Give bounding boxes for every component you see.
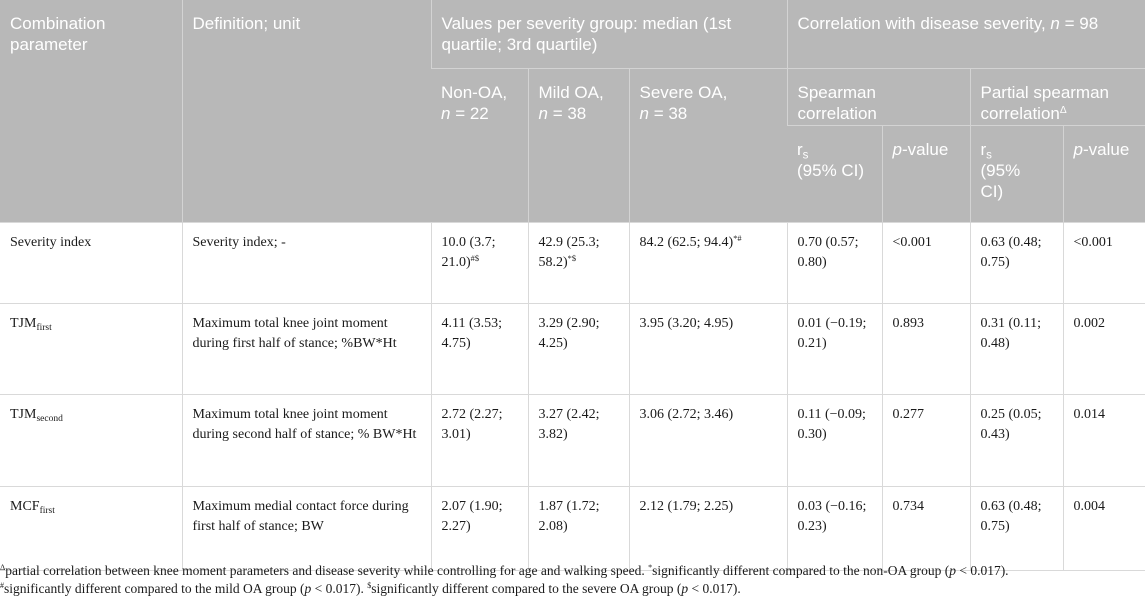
cell-mild-oa: 1.87 (1.72; 2.08) (528, 487, 629, 571)
table-row (0, 395, 1145, 487)
cell-spearman-rs: 0.03 (−0.16; 0.23) (787, 487, 882, 571)
cell-definition: Maximum total knee joint moment during first half of stance; %BW*Ht (182, 304, 431, 395)
header-correlation-with-severity: Correlation with disease severity, n = 98 (787, 0, 1145, 69)
cell-non-oa: 2.07 (1.90; 2.27) (431, 487, 528, 571)
cell-parameter: $TJM_{first}$ (0, 304, 182, 395)
table-header (0, 0, 1145, 223)
cell-partial-rs: 0.63 (0.48; 0.75) (970, 487, 1063, 571)
footnote-line-2: #significantly different compared to the mild OA group (p < 0.017). $significantly different compared to the severe OA group (p < 0.017). (0, 581, 741, 596)
cell-non-oa: 2.72 (2.27; 3.01) (431, 395, 528, 487)
cell-partial-p: 0.002 (1063, 304, 1145, 395)
cell-parameter: Severity index (0, 223, 182, 304)
cell-severe-oa: 84.2 (62.5; 94.4)*# (629, 223, 787, 304)
cell-spearman-p: 0.734 (882, 487, 970, 571)
header-mild-oa-group: Mild OA, n = 38 (528, 69, 629, 223)
cell-partial-p: 0.014 (1063, 395, 1145, 487)
cell-spearman-rs: 0.11 (−0.09; 0.30) (787, 395, 882, 487)
header-spearman-p-value: p-value (882, 126, 970, 223)
cell-definition: Maximum medial contact force during first half of stance; BW (182, 487, 431, 571)
cell-spearman-rs: 0.01 (−0.19; 0.21) (787, 304, 882, 395)
header-combination-parameter: Combination parameter (0, 0, 182, 223)
header-partial-rs: $r_s$ (95% CI) (970, 126, 1063, 223)
footnote-mark-delta: Δ (0, 563, 6, 573)
table-row (0, 304, 1145, 395)
cell-partial-rs: 0.63 (0.48; 0.75) (970, 223, 1063, 304)
cell-severe-oa: 2.12 (1.79; 2.25) (629, 487, 787, 571)
cell-definition: Maximum total knee joint moment during second half of stance; % BW*Ht (182, 395, 431, 487)
cell-definition: Severity index; - (182, 223, 431, 304)
footnote-mark-dollar: $ (367, 581, 372, 591)
cell-non-oa: 4.11 (3.53; 4.75) (431, 304, 528, 395)
cell-parameter: $MCF_{first}$ (0, 487, 182, 571)
cell-parameter: $TJM_{second}$ (0, 395, 182, 487)
cell-mild-oa: 42.9 (25.3; 58.2)*$ (528, 223, 629, 304)
header-non-oa-group: Non-OA, n = 22 (431, 69, 528, 223)
header-partial-spearman-correlation: Partial spearman correlation$^\Delta$ (970, 69, 1145, 126)
header-definition-unit: Definition; unit (182, 0, 431, 223)
cell-severe-oa: 3.95 (3.20; 4.95) (629, 304, 787, 395)
table-row (0, 223, 1145, 304)
cell-spearman-rs: 0.70 (0.57; 0.80) (787, 223, 882, 304)
cell-mild-oa: 3.27 (2.42; 3.82) (528, 395, 629, 487)
header-spearman-correlation: Spearman correlation (787, 69, 970, 126)
header-values-per-severity-group: Values per severity group: median (1st quartile; 3rd quartile) (431, 0, 787, 69)
cell-spearman-p: 0.277 (882, 395, 970, 487)
cell-severe-oa: 3.06 (2.72; 3.46) (629, 395, 787, 487)
cell-spearman-p: <0.001 (882, 223, 970, 304)
footnote-mark-hash: # (0, 581, 5, 591)
footnote-mark-star: * (648, 563, 653, 573)
header-severe-oa-group: Severe OA, n = 38 (629, 69, 787, 223)
header-partial-p-value: p-value (1063, 126, 1145, 223)
cell-partial-rs: 0.25 (0.05; 0.43) (970, 395, 1063, 487)
cell-partial-p: 0.004 (1063, 487, 1145, 571)
cell-partial-p: <0.001 (1063, 223, 1145, 304)
cell-mild-oa: 3.29 (2.90; 4.25) (528, 304, 629, 395)
cell-partial-rs: 0.31 (0.11; 0.48) (970, 304, 1063, 395)
table-body (0, 223, 1145, 571)
footnote-line-1: $^\Delta$partial correlation between knee moment parameters and disease severity while controlling for age and walking speed. *significantly different compared to the non-OA group (p < 0.017). (0, 563, 1009, 578)
table-row (0, 487, 1145, 571)
header-spearman-rs: $r_s$ (95% CI) (787, 126, 882, 223)
cell-non-oa: 10.0 (3.7; 21.0)#$ (431, 223, 528, 304)
cell-spearman-p: 0.893 (882, 304, 970, 395)
